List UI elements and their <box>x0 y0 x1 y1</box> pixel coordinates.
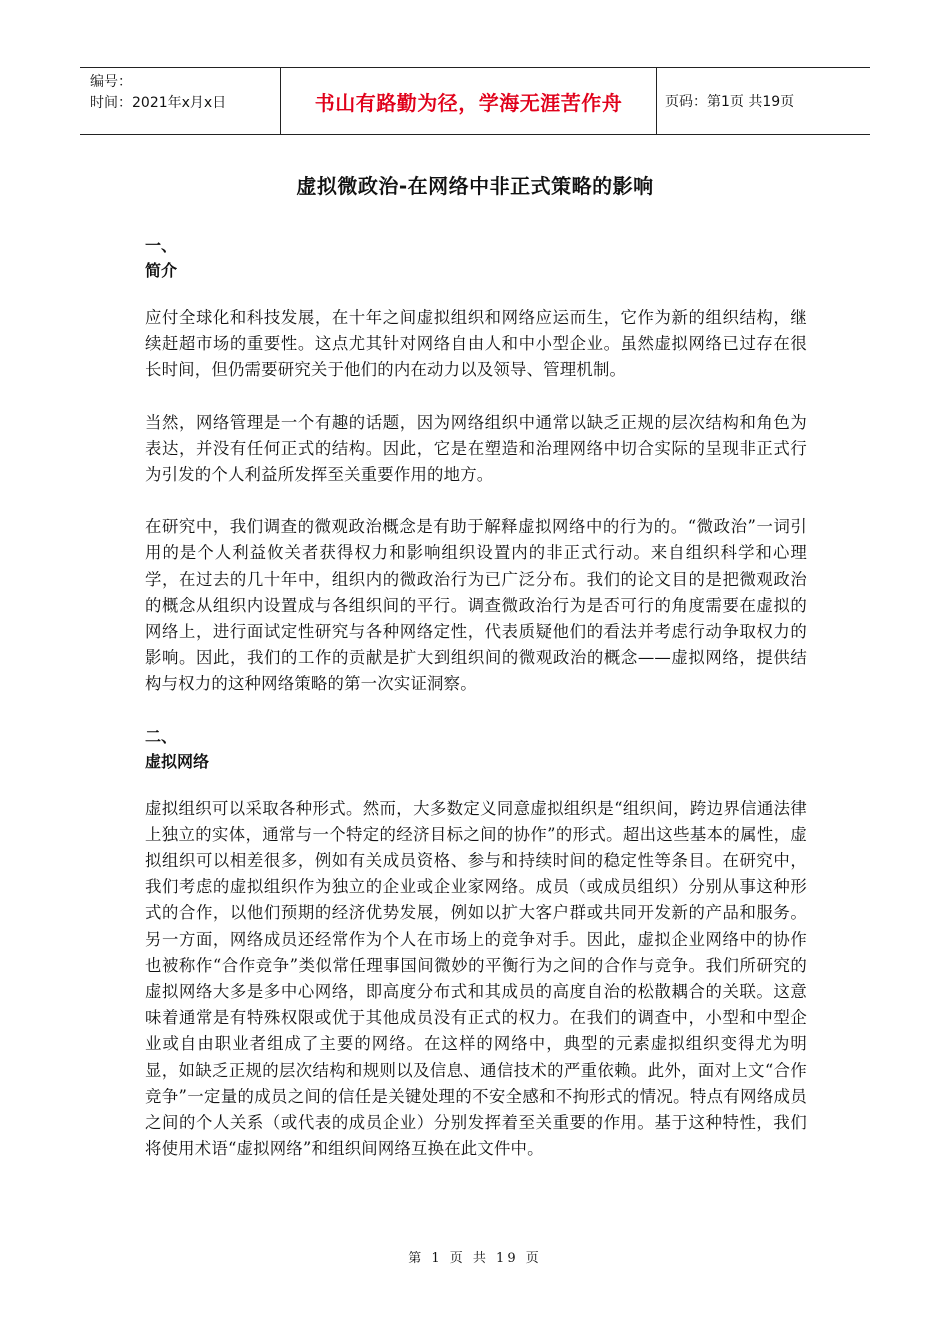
header-motto: 书山有路勤为径，学海无涯苦作舟 <box>281 68 657 134</box>
header-meta-cell <box>80 68 281 134</box>
serial-label: 编号： <box>90 74 132 90</box>
header-page-info: 页码：第1页 共19页 <box>665 94 795 110</box>
document-body <box>145 233 807 1162</box>
section-number: 二、 <box>145 726 178 746</box>
section-heading: 虚拟网络 <box>145 751 210 771</box>
document-title: 虚拟微政治-在网络中非正式策略的影响 <box>296 174 654 198</box>
paragraph: 当然，网络管理是一个有趣的话题，因为网络组织中通常以缺乏正规的层次结构和角色为表达，并没有任何正式的结构。因此，它是在塑造和治理网络中切合实际的呈现非正式行为引发的个人利益所发挥至关重要作用的地方。 <box>145 412 807 485</box>
section-number: 一、 <box>145 236 178 255</box>
paragraph: 在研究中，我们调查的微观政治概念是有助于解释虚拟网络中的行为的。“微政治”一词引用的是个人利益攸关者获得权力和影响组织设置内的非正式行动。来自组织科学和心理学，在过去的几十年中，组织内的微政治行为已广泛分布。我们的论文目的是把微观政治的概念从组织内设置成与各组织间的平行。调查微政治行为是否可行的角度需要在虚拟的网络上，进行面试定性研究与各种网络定性，代表质疑他们的看法并考虑行动争取权力的影响。因此，我们的工作的贡献是扩大到组织间的微观政治的概念——虚拟网络，提供结构与权力的这种网络策略的第一次实证洞察。 <box>145 517 807 694</box>
document-header-table <box>80 67 870 135</box>
page-footer: 第 1 页 共 19 页 <box>408 1251 542 1266</box>
section-heading: 简介 <box>145 261 178 280</box>
paragraph: 应付全球化和科技发展，在十年之间虚拟组织和网络应运而生，它作为新的组织结构，继续赶超市场的重要性。这点尤其针对网络自由人和中小型企业。虽然虚拟网络已过存在很长时间，但仍需要研究关于他们的内在动力以及领导、管理机制。 <box>145 308 807 380</box>
paragraph: 虚拟组织可以采取各种形式。然而，大多数定义同意虚拟组织是“组织间，跨边界信通法律上独立的实体，通常与一个特定的经济目标之间的协作”的形式。超出这些基本的属性，虚拟组织可以相差很多，例如有关成员资格、参与和持续时间的稳定性等条目。在研究中，我们考虑的虚拟组织作为独立的企业或企业家网络。成员（或成员组织）分别从事这种形式的合作，以他们预期的经济优势发展，例如以扩大客户群或共同开发新的产品和服务。另一方面，网络成员还经常作为个人在市场上的竞争对手。因此，虚拟企业网络中的协作也被称作“合作竞争”类似常任理事国间微妙的平衡行为之间的合作与竞争。我们所研究的虚拟网络大多是多中心网络，即高度分布式和其成员的高度自治的松散耦合的关联。这意味着通常是有特殊权限或优于其他成员没有正式的权力。在我们的调查中，小型和中型企业或自由职业者组成了主要的网络。在这样的网络中，典型的元素虚拟组织变得尤为明显，如缺乏正规的层次结构和规则以及信息、通信技术的严重依赖。此外，面对上文“合作竞争”一定量的成员之间的信任是关键处理的不安全感和不拘形式的情况。特点有网络成员之间的个人关系（或代表的成员企业）分别发挥着至关重要的作用。基于这种特性，我们将使用术语“虚拟网络”和组织间网络互换在此文件中。 <box>145 798 807 1159</box>
time-label: 时间：2021年x月x日 <box>90 95 227 111</box>
